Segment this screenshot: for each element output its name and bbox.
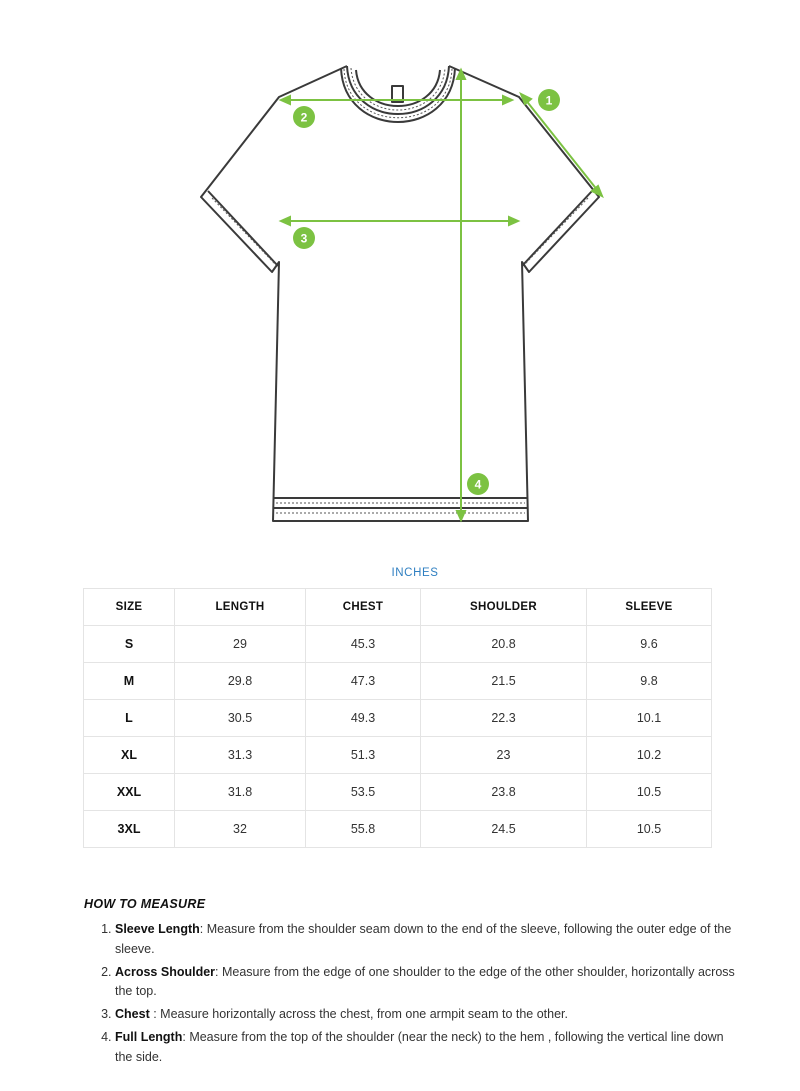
length-cell: 29.8 bbox=[175, 663, 306, 700]
instruction-text: Measure from the top of the shoulder (near the neck) to the hem , following the vertical line down the side. bbox=[115, 1030, 724, 1064]
instruction-text: Measure from the edge of one shoulder to the edge of the other shoulder, horizontally across the top. bbox=[115, 964, 735, 998]
table-row bbox=[84, 774, 712, 811]
shoulder-cell: 21.5 bbox=[421, 663, 587, 700]
header-length: LENGTH bbox=[175, 589, 306, 626]
measure-instructions-list bbox=[84, 920, 735, 1071]
instruction-term: Full Length bbox=[115, 1030, 183, 1044]
size-cell: XL bbox=[84, 737, 175, 774]
marker-3-number: 3 bbox=[300, 231, 308, 246]
size-chart-table bbox=[83, 588, 712, 848]
chest-cell: 55.8 bbox=[306, 811, 421, 848]
sleeve-cell: 10.2 bbox=[587, 737, 712, 774]
instruction-separator: : bbox=[149, 1007, 161, 1021]
marker-2-number: 2 bbox=[300, 110, 308, 125]
shoulder-cell: 23.8 bbox=[421, 774, 587, 811]
header-chest: CHEST bbox=[306, 589, 421, 626]
chest-cell: 51.3 bbox=[306, 737, 421, 774]
tshirt-measurement-diagram bbox=[0, 0, 800, 540]
chest-cell: 49.3 bbox=[306, 700, 421, 737]
shoulder-cell: 20.8 bbox=[421, 626, 587, 663]
size-cell: XXL bbox=[84, 774, 175, 811]
marker-3-badge bbox=[293, 227, 315, 249]
instruction-chest bbox=[115, 1005, 735, 1025]
sleeve-cell: 10.5 bbox=[587, 811, 712, 848]
shoulder-cell: 23 bbox=[421, 737, 587, 774]
instruction-term: Chest bbox=[115, 1007, 150, 1021]
instruction-separator: : bbox=[199, 922, 207, 936]
instruction-sleeve-length bbox=[115, 920, 735, 959]
length-cell: 29 bbox=[175, 626, 306, 663]
size-cell: L bbox=[84, 700, 175, 737]
table-row bbox=[84, 737, 712, 774]
instruction-separator: : bbox=[215, 964, 222, 979]
marker-4-badge bbox=[467, 473, 489, 495]
table-row bbox=[84, 700, 712, 737]
size-cell: 3XL bbox=[84, 811, 175, 848]
table-header-row bbox=[84, 589, 712, 626]
sleeve-cell: 10.1 bbox=[587, 700, 712, 737]
units-label: INCHES bbox=[391, 567, 439, 579]
chest-cell: 45.3 bbox=[306, 626, 421, 663]
instruction-term: Sleeve Length bbox=[115, 922, 200, 936]
table-row bbox=[84, 626, 712, 663]
length-cell: 32 bbox=[175, 811, 306, 848]
instruction-text: Measure from the shoulder seam down to the end of the sleeve, following the outer edge of the sleeve. bbox=[115, 922, 732, 956]
sleeve-length-line bbox=[521, 94, 602, 196]
stitching bbox=[212, 68, 588, 513]
marker-1-badge bbox=[538, 89, 560, 111]
chest-cell: 53.5 bbox=[306, 774, 421, 811]
length-cell: 31.3 bbox=[175, 737, 306, 774]
instruction-term: Across Shoulder bbox=[115, 964, 216, 979]
size-cell: M bbox=[84, 663, 175, 700]
marker-2-badge bbox=[293, 106, 315, 128]
chest-cell: 47.3 bbox=[306, 663, 421, 700]
instruction-text: Measure horizontally across the chest, from one armpit seam to the other. bbox=[160, 1007, 568, 1021]
table-row bbox=[84, 663, 712, 700]
instruction-full-length bbox=[115, 1028, 735, 1067]
length-cell: 31.8 bbox=[175, 774, 306, 811]
length-cell: 30.5 bbox=[175, 700, 306, 737]
header-sleeve: SLEEVE bbox=[587, 589, 712, 626]
marker-4-number: 4 bbox=[474, 477, 482, 492]
tshirt-outline bbox=[201, 66, 599, 521]
measure-lines bbox=[281, 70, 602, 520]
marker-1-number: 1 bbox=[545, 93, 553, 108]
header-size: SIZE bbox=[84, 589, 175, 626]
instruction-across-shoulder bbox=[115, 963, 735, 1002]
shoulder-cell: 22.3 bbox=[421, 700, 587, 737]
table-row bbox=[84, 811, 712, 848]
sleeve-cell: 9.6 bbox=[587, 626, 712, 663]
instruction-separator: : bbox=[182, 1030, 190, 1044]
shoulder-cell: 24.5 bbox=[421, 811, 587, 848]
sleeve-cell: 10.5 bbox=[587, 774, 712, 811]
header-shoulder: SHOULDER bbox=[421, 589, 587, 626]
how-to-measure-title: HOW TO MEASURE bbox=[84, 897, 206, 911]
size-cell: S bbox=[84, 626, 175, 663]
sleeve-cell: 9.8 bbox=[587, 663, 712, 700]
